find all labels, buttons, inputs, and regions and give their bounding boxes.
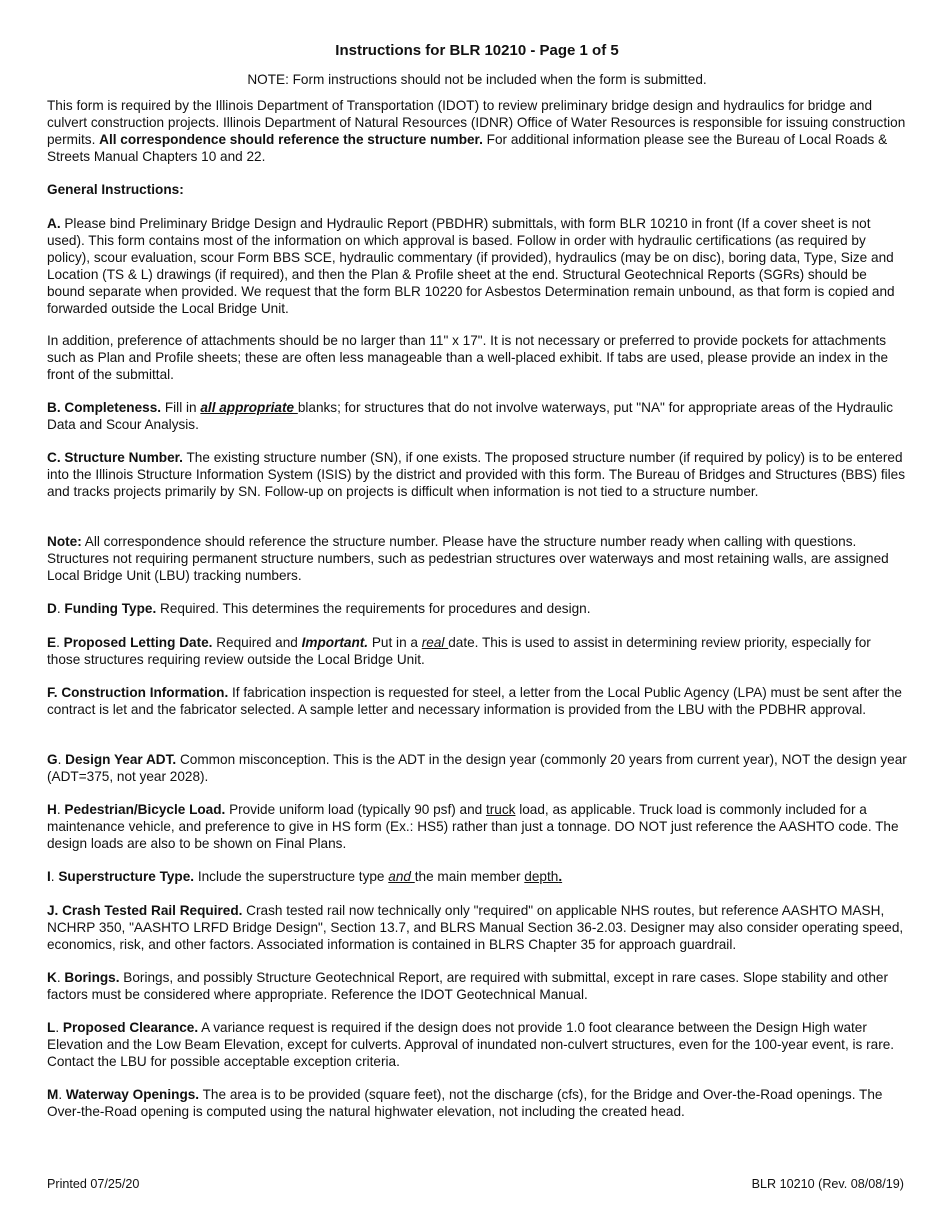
- section-j: J. Crash Tested Rail Required. Crash tested rail now technically only "required" on applicable NHS routes, but reference AASHTO MASH, NCHRP 350, "AASHTO LRFD Bridge Design", Section 13.7, and BLRS Manual Section 36-2.03. Designer may also consider operating speed, economics, risk, and other factors. Associated information is contained in BLRS Chapter 35 for approach guardrail.: [47, 903, 904, 952]
- page-title: Instructions for BLR 10210 - Page 1 of 5: [335, 42, 619, 59]
- section-l: L. Proposed Clearance. A variance request is required if the design does not provide 1.0 foot clearance between the Design High water Elevation and the Low Beam Elevation, except for culverts. Approval of inundated non-culvert structures, even for the 100-year event, is rare. Contact the LBU for possible acceptable exception criteria.: [47, 1020, 895, 1069]
- general-instructions-heading: General Instructions:: [47, 182, 184, 197]
- section-h: H. Pedestrian/Bicycle Load. Provide uniform load (typically 90 psf) and truck load, as applicable. Truck load is commonly included for a maintenance vehicle, and preference to give in HS form (Ex.: HS5) rather than just a tonnage. DO NOT just reference the AASHTO code. The design loads are also to be shown on Final Plans.: [47, 802, 899, 851]
- attachments-paragraph: In addition, preference of attachments should be no larger than 11" x 17". It is not necessary or preferred to provide pockets for attachments such as Plan and Profile sheets; these are often less manageable than a well-placed exhibit. If tabs are used, please provide an index in the front of the submittal.: [47, 333, 889, 382]
- section-e: E. Proposed Letting Date. Required and Important. Put in a real date. This is used to assist in determining review priority, especially for those structures requiring review outside the Local Bridge Unit.: [47, 635, 871, 667]
- section-a: A. Please bind Preliminary Bridge Design and Hydraulic Report (PBDHR) submittals, with form BLR 10210 in front (If a cover sheet is not used). This form contains most of the information on which approval is based. Follow in order with hydraulic certifications (as required by policy), scour evaluation, scour Form BBS SCE, hydraulic commentary (if provided), hydraulics (may be on disc), boring data, Type, Size and Location (TS & L) drawings (if required), and then the Plan & Profile sheet at the end. Structural Geotechnical Reports (SGRs) should be bound separate when provided. We request that the form BLR 10220 for Asbestos Determination remain unbound, as that form is copied and forwarded outside the Local Bridge Unit.: [47, 216, 895, 316]
- section-d: D. Funding Type. Required. This determines the requirements for procedures and design.: [47, 601, 591, 616]
- section-g: G. Design Year ADT. Common misconception. This is the ADT in the design year (commonly 20 years from current year), NOT the design year (ADT=375, not year 2028).: [47, 752, 907, 784]
- form-revision: BLR 10210 (Rev. 08/08/19): [751, 1177, 904, 1191]
- section-b: B. Completeness. Fill in all appropriate blanks; for structures that do not involve waterways, put "NA" for appropriate areas of the Hydraulic Data and Scour Analysis.: [47, 400, 894, 432]
- note-paragraph: Note: All correspondence should reference the structure number. Please have the structure number ready when calling with questions. Structures not requiring permanent structure numbers, such as pedestrian structures over waterways and most retaining walls, are assigned Local Bridge Unit (LBU) tracking numbers.: [47, 534, 889, 583]
- section-m: M. Waterway Openings. The area is to be provided (square feet), not the discharge (cfs), for the Bridge and Over-the-Road openings. The Over-the-Road opening is computed using the natural highwater elevation, not including the created head.: [47, 1087, 883, 1119]
- section-c: C. Structure Number. The existing structure number (SN), if one exists. The proposed structure number (if required by policy) is to be entered into the Illinois Structure Information System (ISIS) by the district and provided with this form. The Bureau of Bridges and Structures (BBS) files and tracks projects primarily by SN. Follow-up on projects is difficult when information is not tied to a structure number.: [47, 450, 906, 499]
- intro-paragraph: This form is required by the Illinois Department of Transportation (IDOT) to review preliminary bridge design and hydraulics for bridge and culvert construction projects. Illinois Department of Natural Resources (IDNR) Office of Water Resources is responsible for issuing construction permits. All correspondence should reference the structure number. For additional information please see the Bureau of Local Roads & Streets Manual Chapters 10 and 22.: [47, 98, 906, 164]
- section-i: I. Superstructure Type. Include the superstructure type and the main member depth.: [47, 869, 563, 884]
- printed-date: Printed 07/25/20: [47, 1177, 140, 1191]
- section-f: F. Construction Information. If fabrication inspection is requested for steel, a letter from the Local Public Agency (LPA) must be sent after the contract is let and the fabricator selected. A sample letter and necessary information is provided from the LBU with the PDBHR approval.: [47, 685, 902, 717]
- submission-note: NOTE: Form instructions should not be included when the form is submitted.: [247, 72, 707, 87]
- section-k: K. Borings. Borings, and possibly Structure Geotechnical Report, are required with submittal, except in rare cases. Slope stability and other factors must be considered where appropriate. Reference the IDOT Geotechnical Manual.: [47, 970, 888, 1002]
